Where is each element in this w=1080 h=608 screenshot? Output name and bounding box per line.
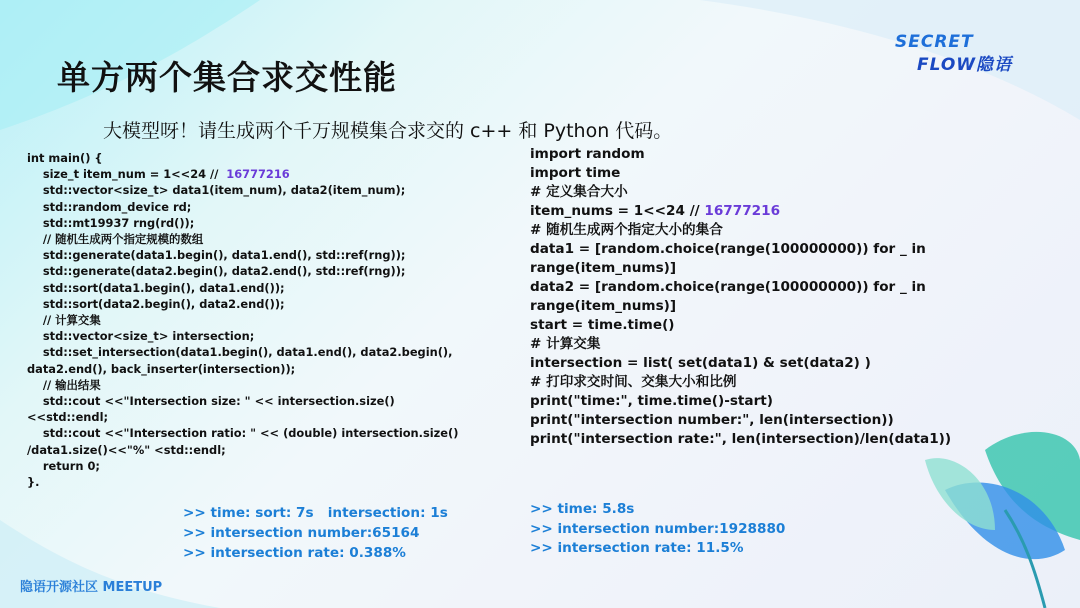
code-comment: # 随机生成两个指定大小的集合	[530, 222, 723, 238]
number-highlight: 16777216	[226, 167, 290, 182]
code-line: range(item_nums)]	[530, 260, 677, 276]
code-line: data2 = [random.choice(range(100000000)) for _ in	[530, 279, 926, 295]
result-intersection-number: >> intersection number:1928880	[530, 520, 786, 537]
code-line: }.	[27, 475, 40, 490]
code-line: start = time.time()	[530, 317, 675, 333]
code-line: import time	[530, 165, 621, 181]
logo-line2: FLOW隐语	[917, 55, 1013, 75]
code-comment: // 随机生成两个指定规模的数组	[27, 232, 204, 247]
result-intersection-number: >> intersection number:65164	[183, 525, 420, 541]
logo-line1: SECRET	[895, 32, 974, 52]
code-line: std::vector<size_t> intersection;	[27, 329, 255, 344]
code-line: print("intersection number:", len(intersection))	[530, 412, 894, 428]
code-line: print("time:", time.time()-start)	[530, 393, 774, 409]
code-line: std::sort(data2.begin(), data2.end());	[27, 296, 285, 311]
code-line: intersection = list( set(data1) & set(data2) )	[530, 355, 871, 371]
code-line: import random	[530, 146, 645, 162]
code-comment: // 计算交集	[27, 313, 101, 328]
code-line: std::generate(data2.begin(), data2.end(), std::ref(rng));	[27, 264, 406, 279]
llm-prompt-text: 大模型呀！请生成两个千万规模集合求交的 c++ 和 Python 代码。	[103, 120, 673, 142]
footer-meetup-label: 隐语开源社区 MEETUP	[20, 580, 163, 595]
number-highlight: 16777216	[704, 203, 781, 219]
slide-title: 单方两个集合求交性能	[57, 58, 397, 97]
code-comment: # 计算交集	[530, 336, 601, 352]
code-line: range(item_nums)]	[530, 298, 677, 314]
code-line: <<std::endl;	[27, 410, 109, 425]
cpp-code-block	[27, 150, 487, 490]
code-comment: # 打印求交时间、交集大小和比例	[530, 374, 737, 390]
code-comment: # 定义集合大小	[530, 184, 628, 200]
code-line: data1 = [random.choice(range(100000000)) for _ in	[530, 241, 926, 257]
code-line: std::mt19937 rng(rd());	[27, 215, 195, 230]
code-line: std::cout <<"Intersection size: " << intersection.size()	[27, 394, 395, 409]
code-line: std::set_intersection(data1.begin(), data1.end(), data2.begin(),	[27, 345, 453, 360]
code-line: print("intersection rate:", len(intersection)/len(data1))	[530, 431, 952, 447]
code-line: std::vector<size_t> data1(item_num), data2(item_num);	[27, 183, 406, 198]
code-comment: // 输出结果	[27, 377, 101, 392]
leaf-decoration-icon	[925, 420, 1080, 608]
cpp-results	[183, 503, 448, 563]
secretflow-logo	[895, 32, 1025, 74]
python-results	[530, 500, 785, 559]
code-line: return 0;	[27, 458, 100, 473]
code-line: std::random_device rd;	[27, 199, 192, 214]
result-intersection-rate: >> intersection rate: 0.388%	[183, 545, 406, 561]
code-line: data2.end(), back_inserter(intersection));	[27, 361, 296, 376]
code-line: size_t item_num = 1<<24 // 16777216	[27, 167, 290, 182]
result-time: >> time: 5.8s	[530, 501, 635, 517]
python-code-block	[530, 145, 1030, 449]
code-line: int main() {	[27, 151, 103, 165]
code-line: std::cout <<"Intersection ratio: " << (double) intersection.size()	[27, 426, 459, 441]
code-line: /data1.size()<<"%" <std::endl;	[27, 442, 226, 457]
result-intersection-rate: >> intersection rate: 11.5%	[530, 540, 744, 556]
code-line: std::generate(data1.begin(), data1.end(), std::ref(rng));	[27, 248, 406, 263]
code-line: item_nums = 1<<24 // 16777216	[530, 203, 781, 219]
code-line: std::sort(data1.begin(), data1.end());	[27, 280, 285, 295]
result-time: >> time: sort: 7s intersection: 1s	[183, 505, 448, 521]
